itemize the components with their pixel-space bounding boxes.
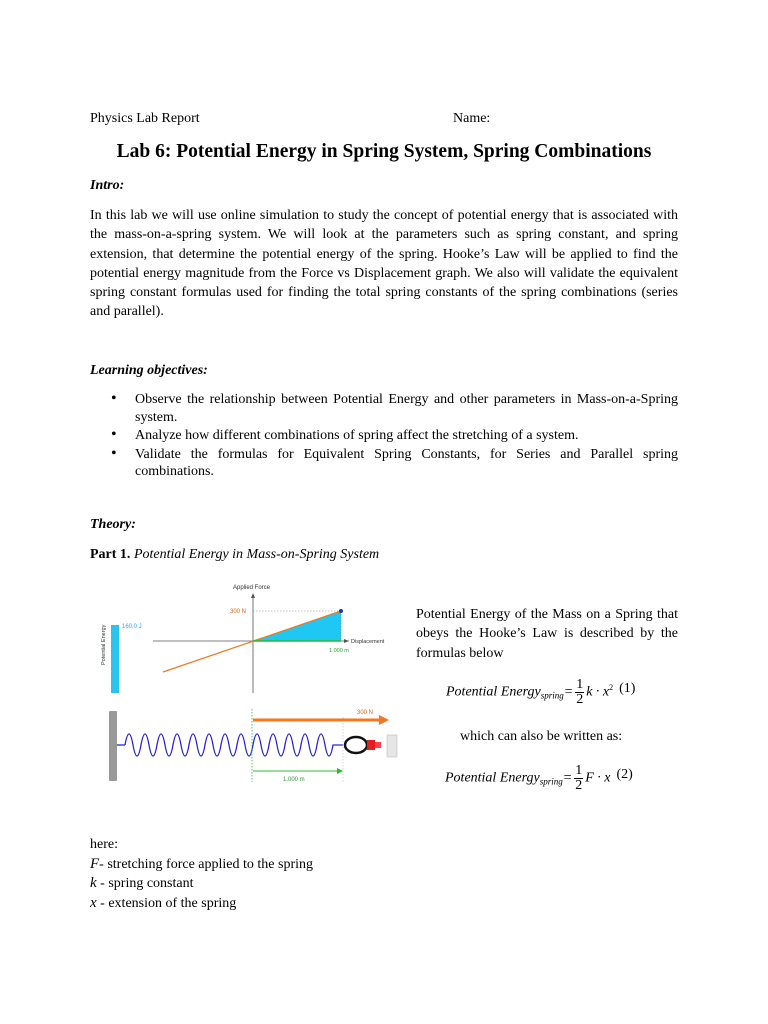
extension-value-label: 1.000 m	[283, 777, 305, 783]
hand-grip	[367, 740, 375, 750]
spring-simulation-figure	[95, 577, 410, 792]
objective-item: • Analyze how different combinations of spring affect the stretching of a system.	[135, 427, 678, 445]
definition-item	[90, 874, 313, 894]
definitions	[90, 836, 313, 913]
objectives-heading: Learning objectives:	[90, 363, 208, 378]
also-written-text: which can also be written as:	[460, 729, 623, 744]
header-name-label: Name:	[453, 111, 491, 126]
definition-text: - stretching force applied to the spring	[99, 856, 313, 872]
definition-symbol: k	[90, 875, 97, 891]
part1-label: Part 1.	[90, 547, 131, 562]
objective-item: • Validate the formulas for Equivalent Spring Constants, for Series and Parallel spring combinations.	[135, 446, 678, 481]
energy-bar	[111, 625, 119, 693]
formula-1-denominator: 2	[576, 692, 584, 707]
formula-1-rhs: k · x	[586, 684, 610, 700]
definition-text: - spring constant	[96, 876, 194, 891]
formula-2-denominator: 2	[575, 778, 583, 793]
extension-arrowhead	[337, 768, 343, 774]
formula-2: Potential Energy$_{spring}$= $\frac{1}{2}$ F · x (2)	[445, 763, 633, 793]
definition-item	[90, 855, 313, 875]
definition-item	[90, 894, 313, 914]
definitions-intro: here:	[90, 837, 118, 852]
x-axis-arrow	[344, 639, 349, 643]
definition-symbol: F	[90, 855, 100, 872]
theory-heading: Theory:	[90, 517, 136, 532]
formula-1-exponent: 2	[609, 683, 614, 693]
formula-1-number: (1)	[619, 680, 636, 696]
operating-point	[339, 609, 343, 613]
formula-1-numerator: 1	[576, 677, 584, 692]
displacement-axis-label: Displacement	[351, 639, 385, 645]
formula-1-lhs: Potential Energy	[446, 684, 541, 700]
objectives-list	[90, 391, 678, 482]
applied-force-axis-label: Applied Force	[233, 585, 271, 591]
formula-2-number: (2)	[616, 766, 633, 782]
part1-title: Potential Energy in Mass-on-Spring System	[133, 547, 380, 562]
wall	[109, 711, 117, 781]
intro-paragraph: In this lab we will use online simulation to study the concept of potential energy that is associated with the mass-on-a-spring system. We will look at the parameters such as spring constant, and spring extension, that determine the potential energy of the spring. Hooke’s Law will be applied to find the potential energy magnitude from the Force vs Displacement graph. We also will validate the equivalent spring constant formulas used for finding the total spring constants of the spring combinations (series and parallel).	[90, 208, 678, 320]
formula-1-subscript: spring	[540, 690, 564, 701]
force-arrowhead	[379, 715, 389, 725]
formula-2-lhs: Potential Energy	[445, 770, 540, 786]
formula-1: Potential Energy$_{spring}$= $\frac{1}{2}$ $k \cdot x^2$ (1)	[446, 677, 636, 707]
spring-coil	[125, 734, 343, 756]
definition-text: - extension of the spring	[96, 895, 237, 911]
formula-2-numerator: 1	[575, 763, 583, 778]
force-tick-label: 300 N	[230, 609, 247, 615]
force-arrow-label: 300 N	[357, 710, 374, 716]
formula-2-subscript: spring	[539, 776, 563, 787]
definition-symbol: x	[90, 894, 97, 911]
header-course: Physics Lab Report	[90, 111, 200, 126]
hand	[375, 742, 381, 748]
formula-2-fraction	[574, 764, 583, 793]
page-title: Lab 6: Potential Energy in Spring System, Spring Combinations	[116, 141, 652, 162]
potential-energy-axis-label: Potential Energy	[101, 624, 107, 665]
displacement-value-label: 1.000 m	[329, 648, 349, 654]
energy-value-label: 160.0 J	[122, 624, 142, 630]
formula-1-fraction	[575, 678, 584, 707]
intro-heading: Intro:	[90, 178, 125, 193]
puller-box	[387, 735, 397, 757]
formula-2-rhs: F · x	[585, 770, 611, 786]
y-axis-arrow	[251, 593, 255, 598]
mass-ring	[345, 737, 367, 753]
objective-item: • Observe the relationship between Potential Energy and other parameters in Mass-on-a-Spring system.	[135, 391, 678, 426]
part1-heading	[90, 547, 379, 563]
potential-energy-description: Potential Energy of the Mass on a Spring that obeys the Hooke’s Law is described by the formulas below	[416, 607, 678, 661]
